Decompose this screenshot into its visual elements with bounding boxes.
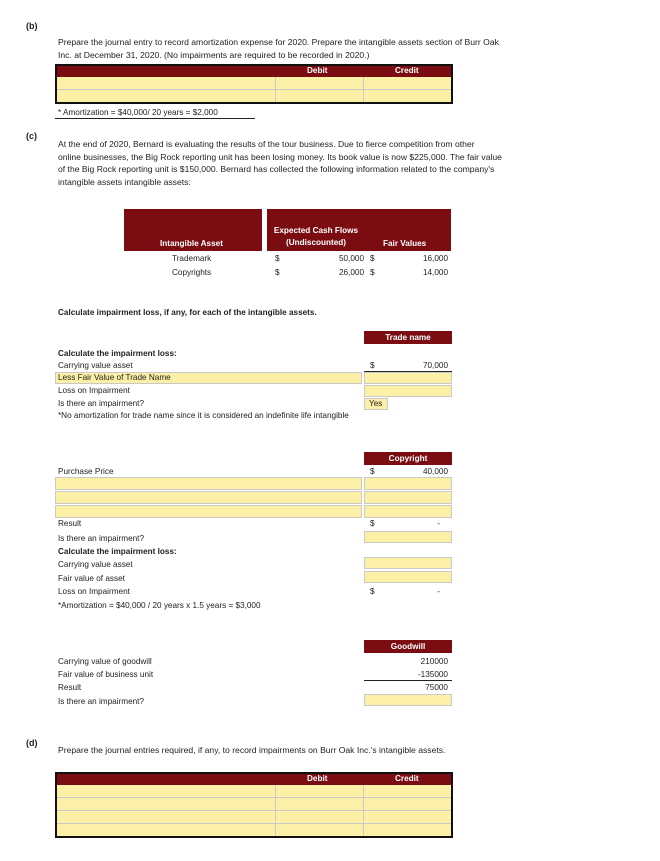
copyright-carrying-input[interactable]	[364, 557, 452, 569]
section-b-label: (b)	[26, 21, 38, 31]
dollar-sign: $	[370, 361, 375, 370]
section-b-instruction-line2: Inc. at December 31, 2020. (No impairments are required to be recorded in 2020.)	[58, 49, 370, 60]
col-divider	[275, 77, 276, 102]
cashflow-header-line2: (Undiscounted)	[285, 238, 347, 247]
goodwill-impair-input[interactable]	[364, 694, 452, 706]
trade-note: *No amortization for trade name since it is considered an indefinite life intangible	[58, 411, 349, 420]
copyright-input-value[interactable]	[364, 477, 452, 490]
note-underline	[55, 118, 255, 119]
trade-name-header: Trade name	[364, 331, 452, 344]
asset-name: Trademark	[172, 254, 212, 263]
copyright-impair-input[interactable]	[364, 531, 452, 543]
copyright-fair-input[interactable]	[364, 571, 452, 583]
row-divider	[57, 823, 451, 824]
journal-table-b	[55, 64, 453, 104]
dollar-sign: $	[370, 254, 375, 263]
copyright-carrying-label: Carrying value asset	[58, 560, 133, 569]
section-c-para-line3: of the Big Rock reporting unit is $150,000. Bernard has collected the following information related to the company's	[58, 164, 495, 174]
copyright-loss-value: -	[437, 587, 440, 596]
cashflow-header-line1: Expected Cash Flows	[273, 226, 359, 235]
fair-value: 14,000	[422, 268, 448, 277]
goodwill-header: Goodwill	[364, 640, 452, 653]
goodwill-carrying-label: Carrying value of goodwill	[58, 657, 152, 666]
underline	[364, 680, 452, 681]
section-c-para-line4: intangible assets intangible assets:	[58, 176, 191, 187]
dollar-sign: $	[370, 467, 375, 476]
section-c-label: (c)	[26, 131, 37, 141]
calc-prompt: Calculate impairment loss, if any, for each of the intangible assets.	[58, 308, 317, 317]
section-c-para-line1: At the end of 2020, Bernard is evaluating the results of the tour business. Due to fierce competition from other	[58, 139, 475, 149]
section-b-instruction	[58, 36, 618, 61]
copyright-header: Copyright	[364, 452, 452, 465]
intangible-asset-header-text: Intangible Asset	[160, 239, 223, 248]
copyright-fair-label: Fair value of asset	[58, 574, 125, 583]
purchase-price-value: 40,000	[422, 467, 448, 476]
trade-impair-answer: Yes	[369, 399, 383, 408]
section-c-para-line2: online businesses, the Big Rock reporting unit has been losing money. Its book value is now $225,000. The fair value	[58, 151, 502, 162]
copyright-input-value[interactable]	[364, 505, 452, 518]
copyright-calc-title: Calculate the impairment loss:	[58, 547, 177, 556]
dollar-sign: $	[275, 268, 280, 277]
section-c-paragraph	[58, 138, 638, 188]
cash-flow-value: 50,000	[338, 254, 364, 263]
section-d-instruction: Prepare the journal entries required, if any, to record impairments on Burr Oak Inc.'s intangible assets.	[58, 745, 446, 755]
dollar-sign: $	[370, 519, 375, 528]
fair-values-header: Fair Values	[383, 239, 427, 248]
copyright-input-row[interactable]	[55, 477, 362, 490]
cashflow-fairvalue-header	[267, 209, 451, 251]
col-divider	[363, 77, 364, 102]
goodwill-fair-label: Fair value of business unit	[58, 670, 154, 679]
purchase-price-label: Purchase Price	[58, 467, 114, 476]
section-b-instruction-line1: Prepare the journal entry to record amortization expense for 2020. Prepare the intangible assets section of Burr Oak	[58, 37, 499, 47]
journal-d-header-row	[57, 774, 451, 785]
goodwill-fair-value: -135000	[417, 670, 448, 679]
row-divider	[57, 89, 451, 90]
copyright-result-value: -	[437, 519, 440, 528]
dollar-sign: $	[370, 587, 375, 596]
col-divider	[363, 785, 364, 836]
trade-carrying-label: Carrying value asset	[58, 361, 133, 370]
fair-value: 16,000	[422, 254, 448, 263]
credit-header: Credit	[395, 774, 419, 783]
goodwill-result-value: 75000	[425, 683, 448, 692]
cash-flow-value: 26,000	[338, 268, 364, 277]
copyright-input-value[interactable]	[364, 491, 452, 504]
copyright-input-row[interactable]	[55, 491, 362, 504]
dollar-sign: $	[275, 254, 280, 263]
debit-header: Debit	[307, 66, 328, 75]
col-divider	[275, 785, 276, 836]
trade-loss-label: Loss on Impairment	[58, 386, 130, 395]
less-fair-value-label: Less Fair Value of Trade Name	[58, 373, 171, 382]
copyright-loss-label: Loss on Impairment	[58, 587, 130, 596]
asset-name: Copyrights	[172, 268, 212, 277]
trade-impair-answer-cell[interactable]	[364, 398, 388, 410]
trade-loss-input[interactable]	[364, 385, 452, 397]
less-fair-value-input[interactable]	[364, 372, 452, 384]
row-divider	[57, 810, 451, 811]
dollar-sign: $	[370, 268, 375, 277]
copyright-note: *Amortization = $40,000 / 20 years x 1.5 years = $3,000	[58, 601, 261, 610]
trade-impair-label: Is there an impairment?	[58, 399, 145, 408]
journal-table-d	[55, 772, 453, 838]
row-divider	[57, 797, 451, 798]
amortization-note-b: * Amortization = $40,000/ 20 years = $2,000	[58, 108, 218, 117]
copyright-result-label: Result	[58, 519, 82, 528]
less-fair-value-row	[55, 372, 362, 384]
copyright-input-row[interactable]	[55, 505, 362, 518]
intangible-asset-header	[124, 209, 262, 251]
goodwill-impair-label: Is there an impairment?	[58, 697, 145, 706]
section-d-label: (d)	[26, 738, 38, 748]
trade-carrying-value: 70,000	[422, 361, 448, 370]
debit-header: Debit	[307, 774, 328, 783]
copyright-impair-label: Is there an impairment?	[58, 534, 145, 543]
goodwill-carrying-value: 210000	[420, 657, 448, 666]
credit-header: Credit	[395, 66, 419, 75]
trade-calc-title: Calculate the impairment loss:	[58, 349, 177, 358]
goodwill-result-label: Result	[58, 683, 82, 692]
journal-b-header-row	[57, 66, 451, 77]
